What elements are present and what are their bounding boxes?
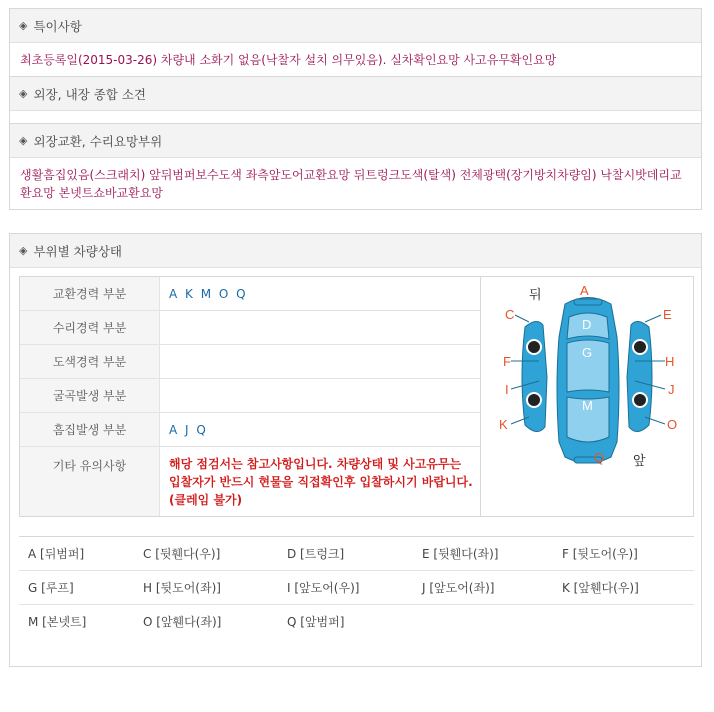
row-value: A K M O Q [169, 286, 248, 301]
diagram-letter-o: O [667, 417, 678, 432]
table-row [20, 311, 480, 345]
table-row [20, 379, 480, 413]
legend-item: G [루프] [28, 581, 74, 595]
diamond-bullet-icon: ◈ [19, 134, 28, 147]
diagram-rear-label: 뒤 [529, 287, 542, 302]
diagram-letter-q: Q [594, 450, 605, 465]
diagram-letter-a: A [580, 283, 589, 298]
legend-row [19, 537, 694, 571]
legend-item: E [뒷휀다(좌)] [422, 547, 499, 561]
legend-item: O [앞휀다(좌)] [143, 615, 222, 629]
diagram-letter-h: H [665, 354, 675, 369]
diamond-bullet-icon: ◈ [19, 87, 28, 100]
table-row [20, 277, 480, 311]
diagram-letter-g: G [582, 345, 593, 360]
repair-parts-header [10, 124, 701, 158]
legend-row [19, 571, 694, 605]
car-diagram-cell [480, 277, 693, 516]
legend-item: M [본넷트] [28, 615, 87, 629]
row-value [160, 345, 480, 378]
diagram-letter-k: K [499, 417, 508, 432]
row-label: 도색경력 부분 [20, 345, 160, 378]
diamond-bullet-icon: ◈ [19, 244, 28, 257]
legend-item: C [뒷휀다(우)] [143, 547, 221, 561]
table-row [20, 345, 480, 379]
legend-item: J [앞도어(좌)] [422, 581, 495, 595]
part-legend [19, 536, 694, 638]
special-notes-header [10, 9, 701, 43]
table-row [20, 413, 480, 447]
diagram-letter-e: E [663, 307, 672, 322]
repair-parts-title: 외장교환, 수리요망부위 [33, 133, 163, 149]
legend-row [19, 605, 694, 638]
row-label: 흠집발생 부분 [20, 413, 160, 446]
exterior-interior-header [10, 77, 701, 111]
legend-item: K [앞휀다(우)] [562, 581, 639, 595]
diagram-letter-d: D [582, 317, 592, 332]
notice-text: 해당 점검서는 참고사항입니다. 차량상태 및 사고유무는 입찰자가 반드시 현물을 직접확인후 입찰하시기 바랍니다.(클레임 불가) [169, 457, 473, 507]
part-status-section [9, 233, 702, 667]
repair-parts-section [9, 123, 702, 210]
diagram-letter-j: J [668, 382, 675, 397]
part-status-title: 부위별 차량상태 [33, 243, 122, 259]
row-value [160, 379, 480, 412]
diagram-letter-i: I [505, 382, 509, 397]
diagram-letter-m: M [582, 398, 593, 413]
diagram-letter-c: C [505, 307, 515, 322]
legend-item: F [뒷도어(우)] [562, 547, 638, 561]
diamond-bullet-icon: ◈ [19, 19, 28, 32]
special-notes-text: 최초등록일(2015-03-26) 차량내 소화기 없음(낙찰자 설치 의무있음). 실차확인요망 사고유무확인요망 [20, 53, 557, 67]
row-value [160, 311, 480, 344]
exterior-interior-section [9, 76, 702, 124]
table-row [20, 447, 480, 516]
legend-item: H [뒷도어(좌)] [143, 581, 221, 595]
part-status-header [10, 234, 701, 268]
legend-item: I [앞도어(우)] [287, 581, 360, 595]
row-label: 교환경력 부분 [20, 277, 160, 310]
diagram-front-label: 앞 [633, 453, 646, 468]
part-status-table [19, 276, 694, 517]
row-label: 수리경력 부분 [20, 311, 160, 344]
special-notes-section [9, 8, 702, 77]
legend-item: Q [앞범퍼] [287, 615, 345, 629]
row-value: A J Q [169, 422, 208, 437]
diagram-letter-f: F [503, 354, 511, 369]
car-diagram-icon [481, 277, 694, 516]
row-label: 기타 유의사항 [20, 447, 160, 516]
exterior-interior-title: 외장, 내장 종합 소견 [33, 86, 146, 102]
legend-item: D [트렁크] [287, 547, 345, 561]
repair-parts-text: 생활흠집있음(스크래치) 앞뒤범퍼보수도색 좌측앞도어교환요망 뒤트렁크도색(탈색) 전체광택(장기방치차량임) 낙찰시밧데리교환요망 본넷트쇼바교환요망 [20, 168, 682, 200]
row-label: 굴곡발생 부분 [20, 379, 160, 412]
special-notes-title: 특이사항 [33, 18, 82, 34]
legend-item: A [뒤범퍼] [28, 547, 85, 561]
